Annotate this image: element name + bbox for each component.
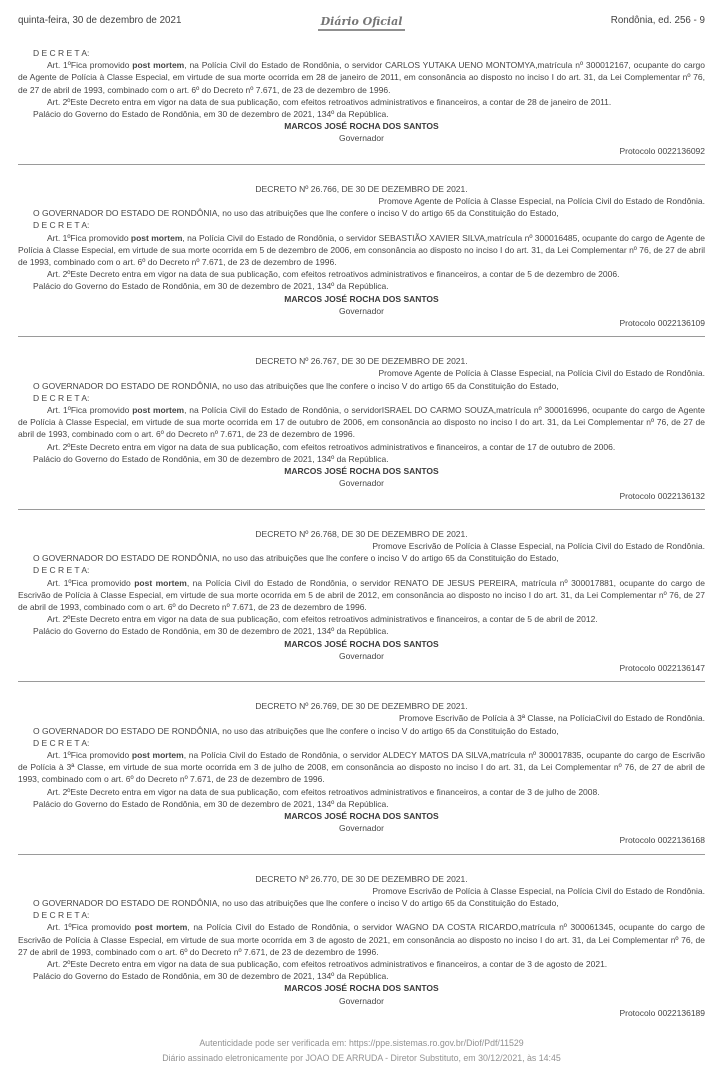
palace-line: Palácio do Governo do Estado de Rondônia, em 30 de dezembro de 2021, 134º da República. bbox=[33, 798, 389, 809]
decree-26766 bbox=[18, 183, 705, 329]
decree-preamble: O GOVERNADOR DO ESTADO DE RONDÔNIA, no uso das atribuições que lhe confere o inciso V do artigo 65 da Constituição do Estado, bbox=[33, 725, 559, 736]
decree-preamble: O GOVERNADOR DO ESTADO DE RONDÔNIA, no uso das atribuições que lhe confere o inciso V do artigo 65 da Constituição do Estado, bbox=[33, 897, 559, 908]
decreta-label: D E C R E T A: bbox=[33, 220, 90, 231]
article-1-text: Art. 1ºFica promovido bbox=[47, 922, 135, 933]
signer-role: Governador bbox=[339, 823, 384, 834]
article-1 bbox=[18, 749, 705, 786]
article-1-text: , na Polícia Civil do Estado de Rondônia, o servidor RENATO DE JESUS PEREIRA, matrícula nº 300017881, ocupante do cargo de Escrivão de Polícia à Classe Especial, em virtude de sua morte ocorrida em 5 de abril de 2012, em consonância ao disposto no inciso I do art. 31, da Lei Complementar nº 76, de 27 de abril de 1993, combinado com o art. 6º do Decreto nº 7.671, de 23 de dezembro de 1996. bbox=[18, 577, 706, 612]
protocol-number: Protocolo 0022136147 bbox=[619, 662, 705, 673]
article-1-text: , na Polícia Civil do Estado de Rondônia, o servidor CARLOS YUTAKA UENO MONTOMYA,matrícula nº 300012167, ocupante do cargo de Agente de Polícia à Classe Especial, em virtude de sua morte ocorrida em 28 de janeiro de 2011, em consonância ao disposto no inciso I do art. 31, da Lei Complementar nº 76, de 27 de abril de 1993, combinado com o art. 6º do Decreto nº 7.671, de 23 de dezembro de 1996. bbox=[18, 60, 705, 95]
signature-line: Diário assinado eletronicamente por JOAO DE ARRUDA - Diretor Substituto, em 30/12/2021, às 14:45 bbox=[162, 1053, 561, 1064]
article-1 bbox=[18, 404, 705, 441]
article-1 bbox=[18, 921, 705, 958]
article-2: Art. 2ºEste Decreto entra em vigor na data de sua publicação, com efeitos retroativos administrativos e financeiros, a contar de 17 de outubro de 2006. bbox=[47, 441, 616, 452]
decree-26769 bbox=[18, 700, 705, 846]
post-mortem-bold: post mortem bbox=[132, 405, 185, 416]
decree-ementa: Promove Escrivão de Polícia à Classe Especial, na Polícia Civil do Estado de Rondônia. bbox=[372, 540, 705, 551]
masthead-title: Diário Oficial bbox=[318, 15, 406, 31]
decree-26768 bbox=[18, 528, 705, 674]
decree-continued bbox=[18, 47, 705, 157]
article-1-text: , na Polícia Civil do Estado de Rondônia, o servidor ALDECY MATOS DA SILVA,matrícula nº 300017835, ocupante do cargo de Escrivão de Polícia à 3ª Classe, em virtude de sua morte ocorrida em 3 de julho de 2008, em consonância ao disposto no inciso I do art. 31, da Lei Complementar nº 76, de 27 de abril de 1993, combinado com o art. 6º do Decreto nº 7.671, de 23 de dezembro de 1996. bbox=[18, 749, 706, 785]
article-1-text: Art. 1ºFica promovido bbox=[47, 749, 132, 760]
section-divider bbox=[18, 681, 705, 682]
article-1-text: Art. 1ºFica promovido bbox=[47, 60, 133, 71]
signer-role: Governador bbox=[339, 478, 384, 489]
decree-ementa: Promove Escrivão de Polícia à 3ª Classe, na PolíciaCivil do Estado de Rondônia. bbox=[399, 713, 705, 724]
decreta-label: D E C R E T A: bbox=[33, 48, 90, 58]
article-2: Art. 2ºEste Decreto entra em vigor na data de sua publicação, com efeitos retroativos administrativos e financeiros, a contar de 3 de julho de 2008. bbox=[47, 786, 600, 797]
section-divider bbox=[18, 854, 705, 855]
signer-name: MARCOS JOSÉ ROCHA DOS SANTOS bbox=[284, 121, 439, 132]
article-2: Art. 2ºEste Decreto entra em vigor na data de sua publicação, com efeitos retroativos administrativos e financeiros, a contar de 5 de abril de 2012. bbox=[47, 614, 598, 625]
decreta-label: D E C R E T A: bbox=[33, 910, 90, 921]
decree-title: DECRETO Nº 26.770, DE 30 DE DEZEMBRO DE 2021. bbox=[255, 873, 468, 884]
post-mortem-bold: post mortem bbox=[134, 577, 187, 588]
article-1-text: Art. 1ºFica promovido bbox=[47, 232, 131, 243]
signer-name: MARCOS JOSÉ ROCHA DOS SANTOS bbox=[284, 293, 439, 304]
decree-26767 bbox=[18, 355, 705, 501]
signer-name: MARCOS JOSÉ ROCHA DOS SANTOS bbox=[284, 638, 439, 649]
decree-ementa: Promove Agente de Polícia à Classe Especial, na Polícia Civil do Estado de Rondônia. bbox=[378, 196, 705, 207]
decree-title: DECRETO Nº 26.769, DE 30 DE DEZEMBRO DE 2021. bbox=[255, 701, 468, 712]
decree-preamble: O GOVERNADOR DO ESTADO DE RONDÔNIA, no uso das atribuições que lhe confere o inciso V do artigo 65 da Constituição do Estado, bbox=[33, 380, 559, 391]
palace-line: Palácio do Governo do Estado de Rondônia, em 30 de dezembro de 2021, 134º da República. bbox=[33, 281, 389, 292]
palace-line: Palácio do Governo do Estado de Rondônia, em 30 de dezembro de 2021, 134º da República. bbox=[33, 971, 389, 982]
signer-role: Governador bbox=[339, 133, 384, 144]
decreta-label: D E C R E T A: bbox=[33, 392, 90, 403]
page-header bbox=[18, 15, 705, 31]
decree-title: DECRETO Nº 26.766, DE 30 DE DEZEMBRO DE 2021. bbox=[255, 183, 468, 194]
palace-line: Palácio do Governo do Estado de Rondônia, em 30 de dezembro de 2021, 134º da República. bbox=[33, 626, 389, 637]
signer-role: Governador bbox=[339, 650, 384, 661]
article-2: Art. 2ºEste Decreto entra em vigor na data de sua publicação, com efeitos retroativos administrativos e financeiros, a contar de 28 de janeiro de 2011. bbox=[47, 96, 612, 107]
article-1-text: , na Polícia Civil do Estado de Rondônia, o servidorISRAEL DO CARMO SOUZA,matrícula nº 300016996, ocupante do cargo de Agente de Polícia à Classe Especial, em virtude de sua morte ocorrida em 17 de outubro de 2006, em consonância ao disposto no inciso I do art. 31, da Lei Complementar nº 76, de 27 de abril de 1993, combinado com o art. 6º do Decreto nº 7.671, de 23 de dezembro de 1996. bbox=[18, 405, 705, 440]
decree-preamble: O GOVERNADOR DO ESTADO DE RONDÔNIA, no uso das atribuições que lhe confere o inciso V do artigo 65 da Constituição do Estado, bbox=[33, 208, 559, 219]
section-divider bbox=[18, 164, 705, 165]
article-1-text: , na Polícia Civil do Estado de Rondônia, o servidor SEBASTIÃO XAVIER SILVA,matrícula nº 300016485, ocupante do cargo de Agente de Polícia à Classe Especial, em virtude de sua morte ocorrida em 5 de dezembro de 2006, em consonância ao disposto no inciso I do art. 31, da Lei Complementar nº 76, de 27 de abril de 1993, combinado com o art. 6º do Decreto nº 7.671, de 23 de dezembro de 1996. bbox=[18, 232, 706, 268]
article-1 bbox=[18, 577, 705, 614]
decree-ementa: Promove Agente de Polícia à Classe Especial, na Polícia Civil do Estado de Rondônia. bbox=[378, 368, 705, 379]
article-1 bbox=[18, 59, 705, 96]
decree-ementa: Promove Escrivão de Polícia à Classe Especial, na Polícia Civil do Estado de Rondônia. bbox=[372, 885, 705, 896]
section-divider bbox=[18, 509, 705, 510]
article-1 bbox=[18, 232, 705, 269]
article-2: Art. 2ºEste Decreto entra em vigor na data de sua publicação, com efeitos retroativos administrativos e financeiros, a contar de 5 de dezembro de 2006. bbox=[47, 269, 620, 280]
article-1-text: , na Polícia Civil do Estado de Rondônia, o servidor WAGNO DA COSTA RICARDO,matrícula nº 300061345, ocupante do cargo de Escrivão de Polícia à Classe Especial, em virtude de sua morte ocorrida em 3 de agosto de 2021, em consonância ao disposto no inciso I do art. 31, da Lei Complementar nº 76, de 27 de abril de 1993, combinado com o art. 6º do Decreto nº 7.671, de 23 de dezembro de 1996. bbox=[18, 922, 705, 957]
section-divider bbox=[18, 336, 705, 337]
page-footer bbox=[18, 1036, 705, 1066]
palace-line: Palácio do Governo do Estado de Rondônia, em 30 de dezembro de 2021, 134º da República. bbox=[33, 453, 389, 464]
protocol-number: Protocolo 0022136109 bbox=[619, 318, 705, 329]
article-1-text: Art. 1ºFica promovido bbox=[47, 405, 133, 416]
signer-name: MARCOS JOSÉ ROCHA DOS SANTOS bbox=[284, 983, 439, 994]
signer-name: MARCOS JOSÉ ROCHA DOS SANTOS bbox=[284, 466, 439, 477]
signer-role: Governador bbox=[339, 305, 384, 316]
palace-line: Palácio do Governo do Estado de Rondônia, em 30 de dezembro de 2021, 134º da República. bbox=[33, 109, 389, 120]
decreta-label: D E C R E T A: bbox=[33, 565, 90, 576]
header-edition: Rondônia, ed. 256 - 9 bbox=[610, 15, 705, 26]
article-2: Art. 2ºEste Decreto entra em vigor na data de sua publicação, com efeitos retroativos administrativos e financeiros, a contar de 3 de agosto de 2021. bbox=[47, 959, 608, 969]
header-date: quinta-feira, 30 de dezembro de 2021 bbox=[18, 15, 182, 26]
header-masthead-wrap bbox=[247, 15, 476, 31]
protocol-number: Protocolo 0022136092 bbox=[619, 145, 705, 156]
decree-title: DECRETO Nº 26.767, DE 30 DE DEZEMBRO DE 2021. bbox=[255, 356, 468, 367]
decree-preamble: O GOVERNADOR DO ESTADO DE RONDÔNIA, no uso das atribuições que lhe confere o inciso V do artigo 65 da Constituição do Estado, bbox=[33, 553, 559, 564]
post-mortem-bold: post mortem bbox=[132, 60, 185, 71]
protocol-number: Protocolo 0022136132 bbox=[619, 490, 705, 501]
protocol-number: Protocolo 0022136189 bbox=[619, 1007, 705, 1018]
post-mortem-bold: post mortem bbox=[131, 749, 184, 760]
decreta-label: D E C R E T A: bbox=[33, 737, 90, 748]
signer-name: MARCOS JOSÉ ROCHA DOS SANTOS bbox=[284, 810, 439, 821]
post-mortem-bold: post mortem bbox=[130, 232, 183, 243]
protocol-number: Protocolo 0022136168 bbox=[619, 835, 705, 846]
article-1-text: Art. 1ºFica promovido bbox=[47, 577, 135, 588]
decree-title: DECRETO Nº 26.768, DE 30 DE DEZEMBRO DE 2021. bbox=[255, 528, 468, 539]
decree-26770 bbox=[18, 873, 705, 1019]
authenticity-line: Autenticidade pode ser verificada em: https://ppe.sistemas.ro.gov.br/Diof/Pdf/11529 bbox=[199, 1038, 524, 1049]
signer-role: Governador bbox=[339, 995, 384, 1006]
post-mortem-bold: post mortem bbox=[134, 922, 188, 933]
